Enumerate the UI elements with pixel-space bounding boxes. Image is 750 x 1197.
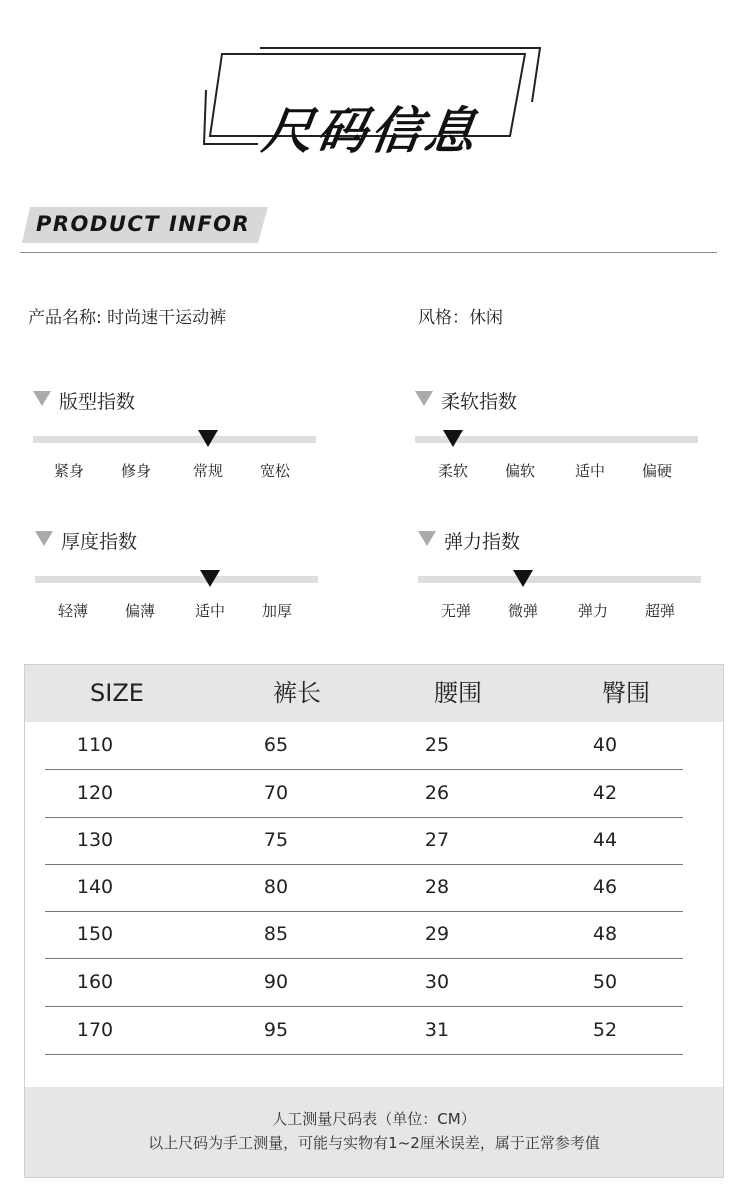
softness-index [415, 390, 715, 490]
fit-index-title: 版型指数 [33, 390, 135, 414]
cell-hip: 40 [592, 734, 618, 756]
elasticity-index-title: 弹力指数 [418, 530, 520, 554]
cell-waist: 26 [424, 782, 450, 804]
softness-index-title: 柔软指数 [415, 390, 517, 414]
option-label: 宽松 [259, 462, 290, 480]
fit-index-marker [198, 430, 218, 447]
size-table [24, 664, 724, 1178]
cell-hip: 48 [592, 923, 618, 945]
cell-hip: 52 [592, 1019, 618, 1041]
table-row [45, 1007, 683, 1055]
table-row [45, 959, 683, 1007]
cell-length: 70 [263, 782, 289, 804]
table-header [25, 665, 723, 722]
header-pants-length: 裤长 [273, 679, 321, 707]
option-label: 偏软 [504, 462, 535, 480]
cell-size: 120 [76, 782, 114, 804]
header-hip: 臀围 [602, 679, 650, 707]
table-row [45, 817, 683, 865]
fit-index-track [33, 436, 316, 443]
thickness-index-marker [200, 570, 220, 587]
cell-hip: 46 [592, 876, 618, 898]
triangle-icon [33, 391, 51, 406]
option-label: 柔软 [437, 462, 468, 480]
banner-label: PRODUCT INFOR [36, 212, 251, 236]
option-label: 紧身 [53, 462, 84, 480]
product-info-banner [22, 207, 268, 243]
fit-index [33, 390, 333, 490]
option-label: 适中 [194, 602, 225, 620]
cell-waist: 31 [424, 1019, 450, 1041]
thickness-index-track [35, 576, 318, 583]
product-style: 风格：休闲 [418, 308, 503, 328]
cell-size: 160 [76, 971, 114, 993]
elasticity-index-marker [513, 570, 533, 587]
option-label: 修身 [120, 462, 151, 480]
thickness-index [35, 530, 335, 630]
table-row [45, 864, 683, 912]
elasticity-index [418, 530, 718, 630]
option-label: 微弹 [507, 602, 538, 620]
cell-size: 170 [76, 1019, 114, 1041]
cell-length: 90 [263, 971, 289, 993]
table-row [45, 770, 683, 818]
thickness-index-title: 厚度指数 [35, 530, 137, 554]
elasticity-index-options [418, 600, 701, 622]
cell-size: 110 [76, 734, 114, 756]
cell-waist: 29 [424, 923, 450, 945]
cell-hip: 50 [592, 971, 618, 993]
cell-waist: 28 [424, 876, 450, 898]
table-row [45, 722, 683, 770]
elasticity-index-track [418, 576, 701, 583]
option-label: 轻薄 [57, 602, 88, 620]
table-row [45, 911, 683, 959]
option-label: 偏硬 [641, 462, 672, 480]
title-block [200, 40, 545, 160]
option-label: 适中 [574, 462, 605, 480]
thickness-index-options [35, 600, 318, 622]
triangle-icon [415, 391, 433, 406]
option-label: 偏薄 [124, 602, 155, 620]
cell-size: 140 [76, 876, 114, 898]
table-footer [25, 1087, 723, 1177]
option-label: 加厚 [261, 602, 292, 620]
product-name: 产品名称: 时尚速干运动裤 [28, 308, 227, 328]
cell-length: 85 [263, 923, 289, 945]
page-title: 尺码信息 [258, 102, 484, 160]
softness-index-options [415, 460, 698, 482]
error-note: 以上尺码为手工测量，可能与实物有1~2厘米误差，属于正常参考值 [148, 1134, 600, 1152]
banner-divider [20, 252, 717, 253]
option-label: 常规 [192, 462, 223, 480]
cell-length: 95 [263, 1019, 289, 1041]
option-label: 超弹 [644, 602, 675, 620]
cell-waist: 30 [424, 971, 450, 993]
cell-hip: 42 [592, 782, 618, 804]
softness-index-marker [443, 430, 463, 447]
cell-hip: 44 [592, 829, 618, 851]
unit-note: 人工测量尺码表（单位：CM） [272, 1110, 476, 1128]
cell-size: 130 [76, 829, 114, 851]
cell-length: 65 [263, 734, 289, 756]
cell-length: 80 [263, 876, 289, 898]
cell-length: 75 [263, 829, 289, 851]
cell-waist: 25 [424, 734, 450, 756]
cell-waist: 27 [424, 829, 450, 851]
header-waist: 腰围 [434, 679, 482, 707]
option-label: 无弹 [440, 602, 471, 620]
cell-size: 150 [76, 923, 114, 945]
header-size: SIZE [90, 679, 144, 707]
fit-index-options [33, 460, 316, 482]
triangle-icon [418, 531, 436, 546]
option-label: 弹力 [577, 602, 608, 620]
triangle-icon [35, 531, 53, 546]
